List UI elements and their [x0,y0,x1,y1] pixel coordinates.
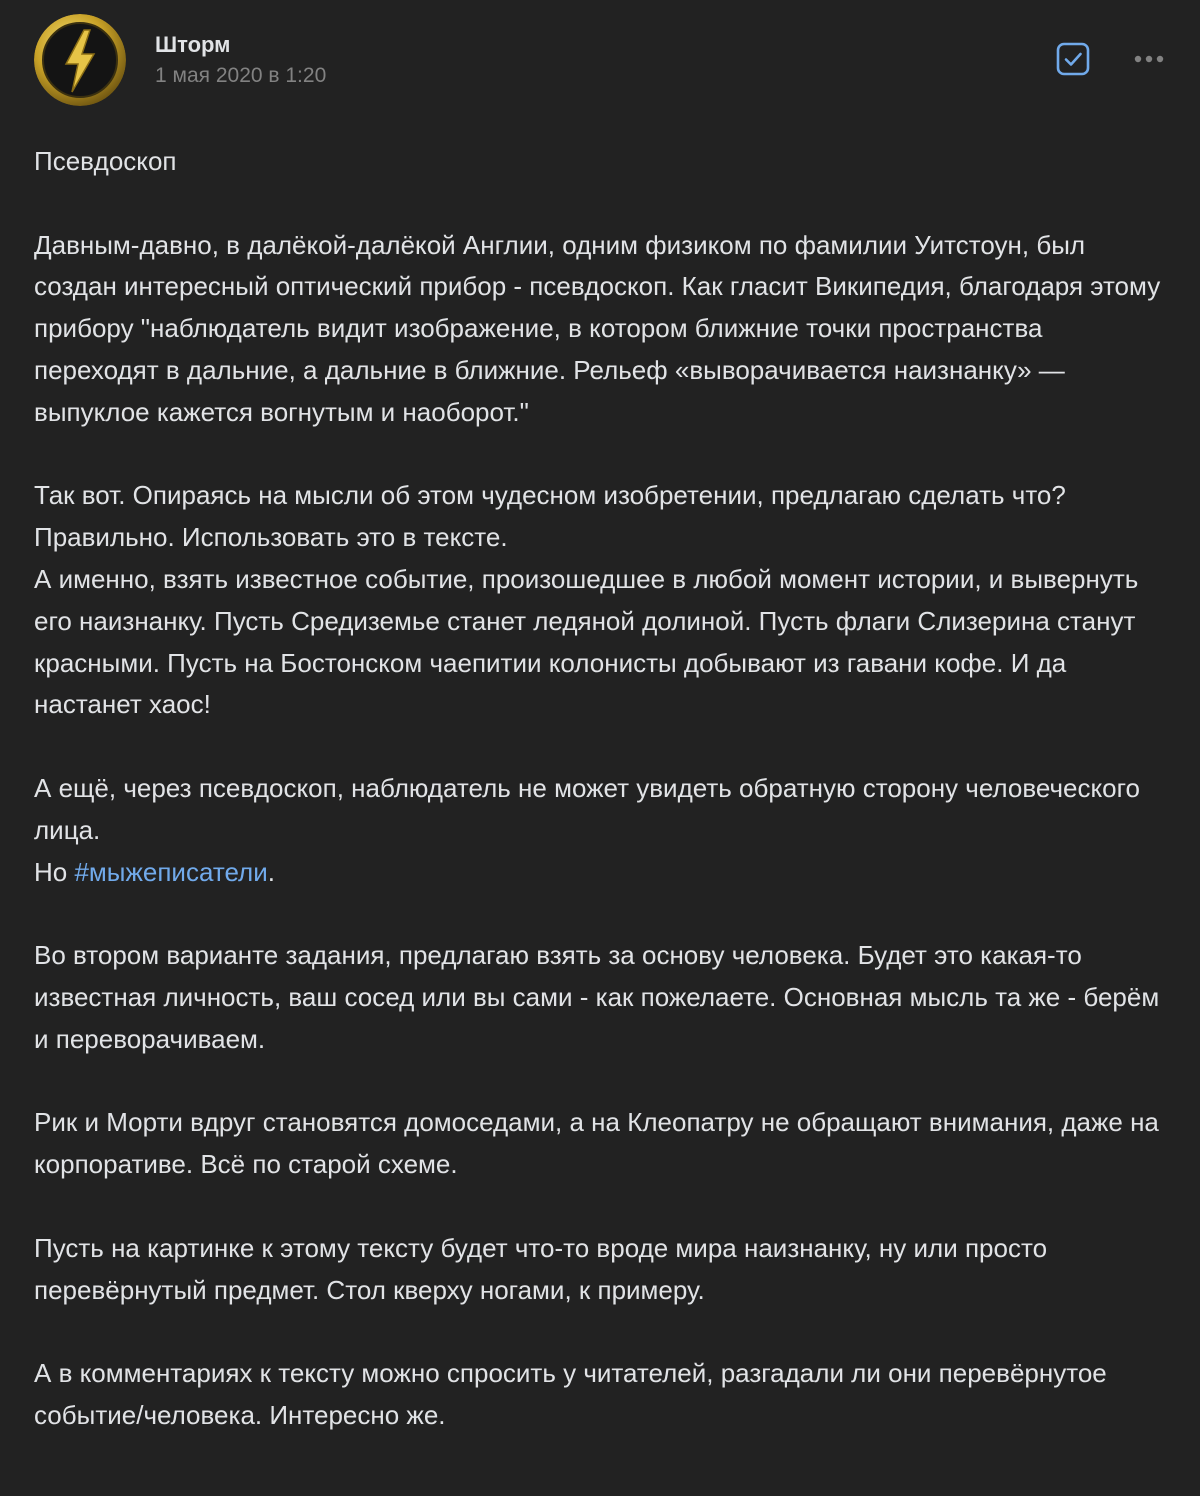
paragraph-6: Пусть на картинке к этому тексту будет что-то вроде мира наизнанку, ну или просто перевёрнутый предмет. Стол кверху ногами, к примеру. [34,1232,1048,1305]
more-options-button[interactable] [1132,42,1166,76]
paragraph-3a: А ещё, через псевдоскоп, наблюдатель не может увидеть обратную сторону человеческого лица. [34,772,1140,845]
paragraph-2b: Правильно. Использовать это в тексте. [34,522,508,553]
checkbox-button[interactable] [1056,42,1090,76]
post-text [34,141,1174,1437]
paragraph-4: Во втором варианте задания, предлагаю взять за основу человека. Будет это какая-то известная личность, ваш сосед или вы сами - как пожелаете. Основная мысль та же - берём и переворачиваем. [34,940,1160,1054]
lightning-bolt-avatar-icon [34,14,126,106]
paragraph-2c: А именно, взять известное событие, произошедшее в любой момент истории, и вывернуть его наизнанку. Пусть Средиземье станет ледяной долиной. Пусть флаги Слизерина станут красными. Пусть на Бостонском чаепитии колонисты добывают из гавани кофе. И да настанет хаос! [34,563,1139,720]
paragraph-3b-suffix: . [267,856,275,887]
paragraph-3b-prefix: Но [34,856,75,887]
post-date[interactable]: 1 мая 2020 в 1:20 [155,64,327,87]
post-title: Псевдоскоп [34,146,177,176]
hashtag-link[interactable]: #мыжеписатели [74,856,268,887]
author-avatar[interactable] [34,14,126,106]
more-dots-icon [1132,42,1166,76]
paragraph-5: Рик и Морти вдруг становятся домоседами, а на Клеопатру не обращают внимания, даже на корпоративе. Всё по старой схеме. [34,1107,1159,1180]
post-header [34,14,1170,110]
paragraph-1: Давным-давно, в далёкой-далёкой Англии, одним физиком по фамилии Уитстоун, был создан интересный оптический прибор - псевдоскоп. Как гласит Википедия, благодаря этому прибору "наблюдатель видит изображение, в котором ближние точки пространства переходят в дальние, а дальние в ближние. Рельеф «выворачивается наизнанку» — выпуклое кажется вогнутым и наоборот." [34,229,1161,427]
paragraph-7: А в комментариях к тексту можно спросить у читателей, разгадали ли они перевёрнутое событие/человека. Интересно же. [34,1358,1107,1430]
paragraph-2a: Так вот. Опираясь на мысли об этом чудесном изобретении, предлагаю сделать что? [34,480,1066,511]
author-name[interactable]: Шторм [155,32,231,57]
paragraph-3b [34,852,1174,894]
checkbox-icon [1056,42,1090,76]
